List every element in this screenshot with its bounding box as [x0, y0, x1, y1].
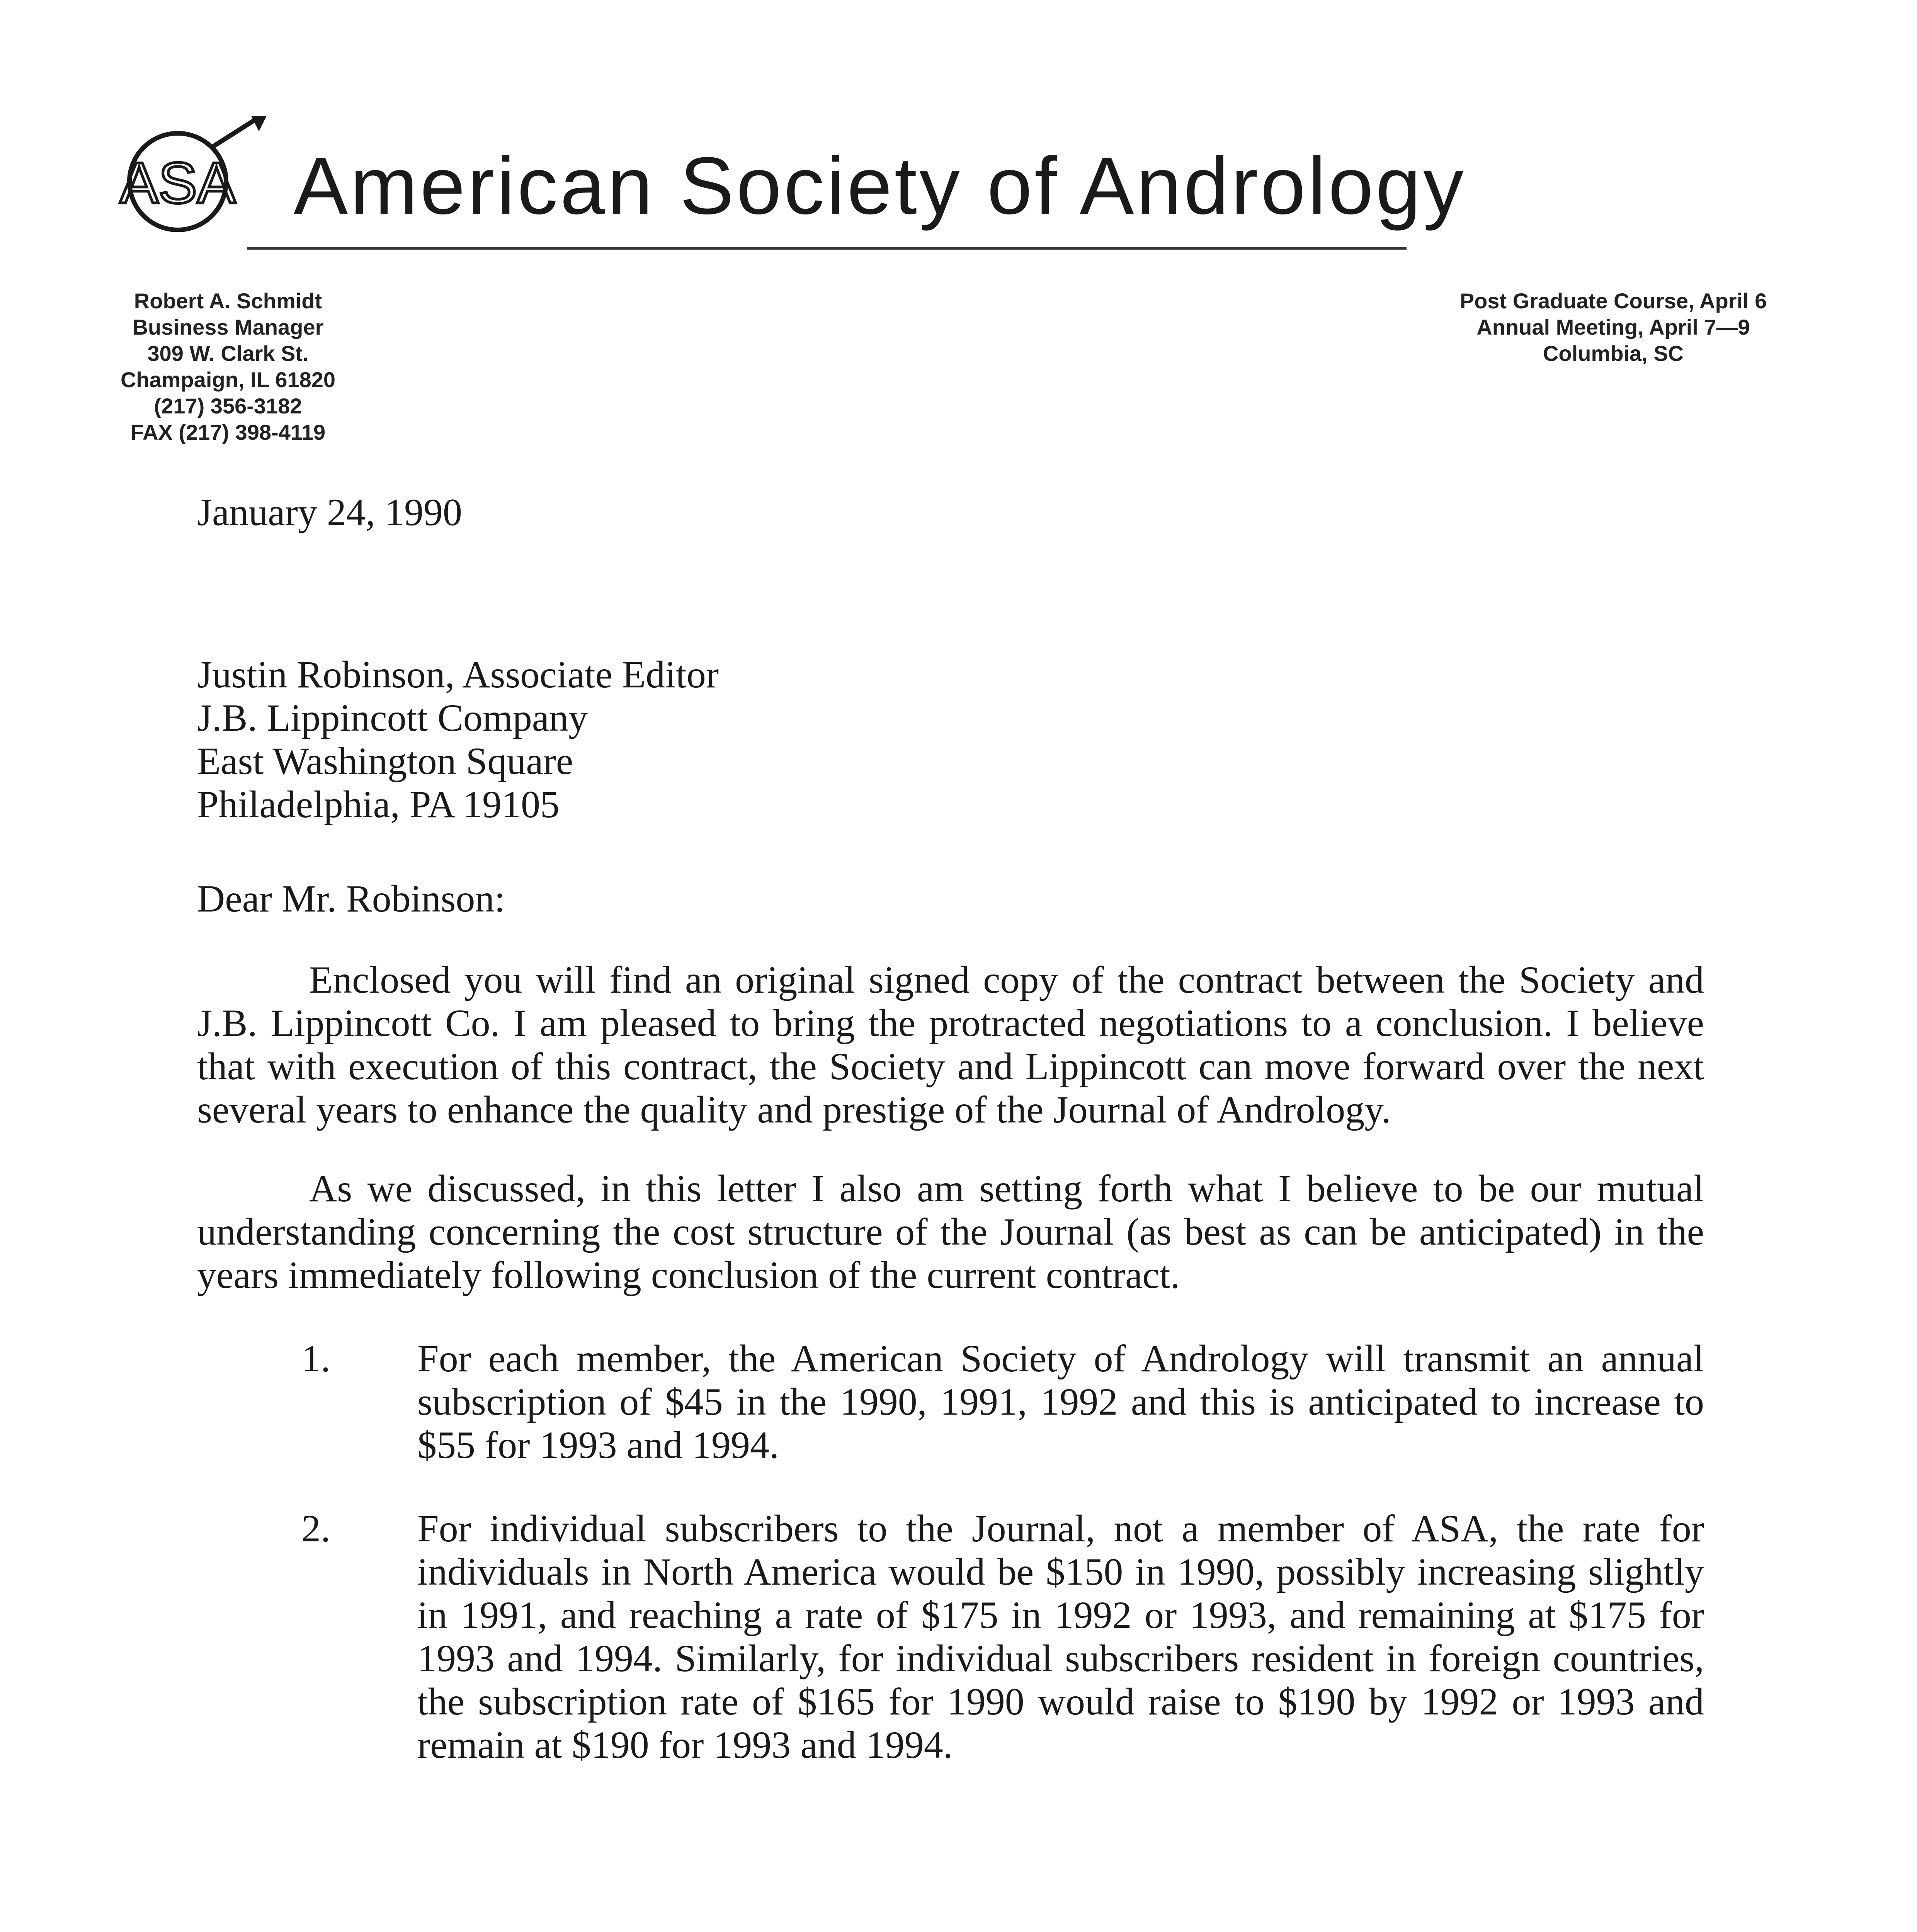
body-paragraph	[197, 958, 1704, 1131]
course-date: Post Graduate Course, April 6	[1459, 289, 1767, 313]
list-text: For each member, the American Society of Andrology will transmit an annual subscription of $45 in the 1990, 1991, 1992 and this is anticipated to increase to $55 for 1993 and 1994.	[417, 1337, 1704, 1466]
recipient-line: J.B. Lippincott Company	[197, 696, 588, 739]
manager-name: Robert A. Schmidt	[134, 289, 322, 313]
header-rule	[247, 247, 1407, 250]
paragraph-text: Enclosed you will find an original signed copy of the contract between the Society and J.B. Lippincott Co. I am pleased to bring the protracted negotiations to a conclusion. I believe that with execution of this contract, the Society and Lippincott can move forward over the next several years to enhance the quality and prestige of the Journal of Andrology.	[197, 958, 1704, 1131]
recipient-address	[197, 653, 719, 826]
meeting-date: Annual Meeting, April 7—9	[1476, 315, 1750, 339]
meeting-location: Columbia, SC	[1543, 341, 1684, 366]
asa-logo	[97, 116, 321, 232]
list-number: 2.	[301, 1507, 330, 1550]
recipient-line: Philadelphia, PA 19105	[197, 783, 560, 826]
organization-name: American Society of Andrology	[294, 140, 1466, 231]
list-text: For individual subscribers to the Journal, not a member of ASA, the rate for individuals in North America would be $150 in 1990, possibly increasing slightly in 1991, and reaching a rate of $175 in 1992 or 1993, and remaining at $175 for 1993 and 1994. Similarly, for individual subscribers resident in foreign countries, the subscription rate of $165 for 1990 would raise to $190 by 1992 or 1993 and remain at $190 for 1993 and 1994.	[417, 1507, 1704, 1766]
manager-city: Champaign, IL 61820	[120, 367, 336, 392]
body-paragraph	[197, 1167, 1704, 1297]
paragraph-text: As we discussed, in this letter I also am setting forth what I believe to be our mutual understanding concerning the cost structure of the Journal (as best as can be anticipated) in the years immediately following conclusion of the current contract.	[197, 1167, 1704, 1296]
recipient-line: Justin Robinson, Associate Editor	[197, 653, 719, 696]
manager-fax: FAX (217) 398-4119	[130, 420, 326, 444]
manager-title: Business Manager	[132, 315, 324, 339]
business-manager-contact	[93, 288, 363, 446]
list-number: 1.	[301, 1337, 330, 1380]
logo-text: ASA	[119, 150, 236, 215]
meeting-info	[1410, 288, 1816, 367]
salutation: Dear Mr. Robinson:	[197, 877, 505, 920]
letter-date: January 24, 1990	[197, 491, 462, 534]
manager-phone: (217) 356-3182	[154, 394, 302, 418]
manager-street: 309 W. Clark St.	[147, 341, 309, 366]
recipient-line: East Washington Square	[197, 740, 573, 782]
